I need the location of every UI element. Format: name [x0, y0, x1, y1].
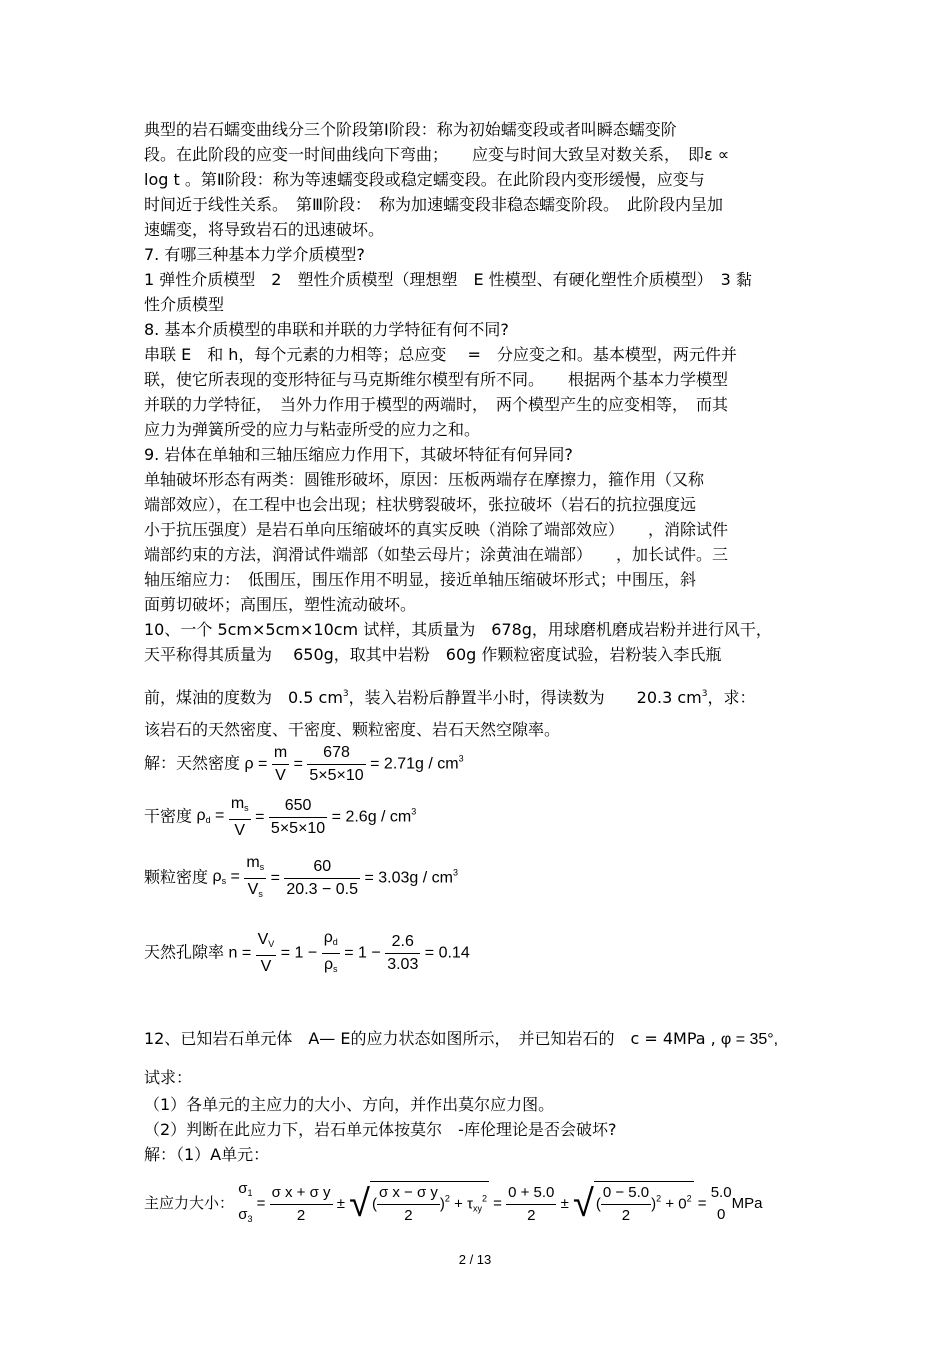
- text-line: 串联 E 和 h，每个元素的力相等；总应变 = 分应变之和。基本模型，两元件并: [144, 345, 737, 364]
- radical-icon: √: [572, 1183, 594, 1225]
- formula-lhs: n =: [228, 944, 252, 962]
- symbol: + 0: [665, 1195, 687, 1213]
- radical-icon: √: [349, 1183, 370, 1225]
- subscript: s: [258, 889, 263, 899]
- symbol: V: [247, 881, 259, 898]
- fraction: [229, 793, 251, 842]
- text-line: 速蠕变，将导致岩石的迅速破坏。: [144, 220, 385, 239]
- superscript: 3: [701, 689, 708, 699]
- question-heading: 9. 岩体在单轴和三轴压缩应力作用下，其破坏特征有何异同?: [144, 445, 573, 464]
- subscript: s: [244, 803, 249, 813]
- formula-label: 干密度: [144, 808, 193, 826]
- text-line: 1 弹性介质模型 2 塑性介质模型（理想塑 E 性模型、有硬化塑性介质模型） 3 黏: [144, 270, 752, 289]
- symbol: m: [230, 795, 245, 812]
- superscript: 2: [686, 1193, 692, 1204]
- text-segment: ，装入岩粉后静置半小时，得读数为 20.3 cm: [348, 688, 702, 707]
- text-line: 典型的岩石蠕变曲线分三个阶段第Ⅰ阶段：称为初始蠕变段或者叫瞬态蠕变阶: [144, 120, 677, 139]
- text-segment: ，求：: [707, 688, 756, 707]
- symbol: ρ: [323, 956, 334, 973]
- superscript: 3: [342, 689, 349, 699]
- text-segment: 12、已知岩石单元体 A— E的应力状态如图所示， 并已知岩石的 c = 4MPa ,: [144, 1029, 716, 1048]
- result-value: 0: [716, 1206, 726, 1223]
- symbol: V: [257, 931, 269, 948]
- numerator: 60: [284, 856, 360, 879]
- subscript: s: [259, 862, 265, 872]
- text-line: 时间近于线性关系。 第Ⅲ阶段： 称为加速蠕变段非稳态蠕变阶段。 此阶段内呈加: [144, 195, 724, 214]
- text-line: （2）判断在此应力下，岩石单元体按莫尔 -库伦理论是否会破坏?: [144, 1120, 617, 1139]
- formula-result: = 3.03g / cm: [364, 869, 453, 887]
- friction-angle: φ = 35°,: [720, 1031, 779, 1048]
- text-line: log t 。第Ⅱ阶段：称为等速蠕变段或稳定蠕变段。在此阶段内变形缓慢，应变与: [144, 170, 705, 189]
- numerator: 0 − 5.0: [601, 1182, 651, 1205]
- text-line: 该岩石的天然密度、干密度、颗粒密度、岩石天然空隙率。: [144, 720, 561, 739]
- formula-dry-density: [144, 793, 416, 842]
- equals: =: [493, 1195, 502, 1212]
- radicand: ( $\frac{\text{σ x − σ y}}{2}$ )$^2 + \tau_{xy}^2$: [370, 1181, 489, 1227]
- subscript: xy: [472, 1203, 482, 1214]
- text-line: （1）各单元的主应力的大小、方向，并作出莫尔应力图。: [144, 1095, 555, 1114]
- denominator: 2: [404, 1207, 413, 1224]
- fraction: [270, 1182, 333, 1227]
- denominator: V: [260, 958, 272, 975]
- operator: = 1 −: [280, 944, 318, 962]
- formula-result: = 2.6g / cm: [331, 808, 412, 826]
- fraction: [322, 927, 340, 980]
- text-segment: 前，煤油的度数为 0.5 cm: [144, 688, 343, 707]
- formula-label: 主应力大小：: [144, 1195, 235, 1212]
- symbol: ρ: [212, 867, 222, 885]
- symbol: σ: [238, 1206, 248, 1223]
- denominator: 5×5×10: [270, 820, 326, 837]
- formula-lhs: $\rho_s$ =: [212, 867, 240, 886]
- numerator: [229, 793, 251, 820]
- fraction: [256, 929, 277, 978]
- equals: =: [255, 808, 265, 826]
- subscript: d: [205, 814, 211, 825]
- subscript: V: [268, 939, 275, 949]
- fraction: [272, 742, 289, 787]
- text-line: 应力为弹簧所受的应力与粘壶所受的应力之和。: [144, 420, 481, 439]
- question-heading: 8. 基本介质模型的串联和并联的力学特征有何不同?: [144, 320, 509, 339]
- numerator: [244, 852, 266, 879]
- formula-label: 解：天然密度: [144, 755, 241, 773]
- superscript: 2: [481, 1193, 487, 1204]
- denominator: V: [234, 822, 246, 839]
- text-line: 段。在此阶段的应变一时间曲线向下弯曲； 应变与时间大致呈对数关系， 即ε ∝: [144, 145, 730, 164]
- unit: MPa: [731, 1195, 763, 1212]
- superscript: 3: [452, 867, 458, 878]
- radicand: ( $\frac{0 - 5.0}{2}$ )$^2 + 0^2$: [594, 1181, 694, 1227]
- text-line: 端部效应），在工程中也会出现；柱状劈裂破坏，张拉破坏（岩石的抗拉强度远: [144, 495, 697, 514]
- text-line: 解：（1）A单元：: [144, 1145, 270, 1164]
- denominator: 2: [621, 1207, 631, 1224]
- question-heading: 10、一个 5cm×5cm×10cm 试样，其质量为 678g，用球磨机磨成岩粉并进行风干，: [144, 620, 772, 639]
- numerator: m: [272, 742, 289, 765]
- fraction: [269, 795, 327, 840]
- denominator: 20.3 − 0.5: [286, 881, 359, 898]
- denominator: 2: [296, 1206, 306, 1224]
- text-line: [144, 682, 756, 710]
- formula-result: = 2.71g / cm: [370, 755, 459, 773]
- question-heading: [144, 1027, 778, 1052]
- numerator: 650: [269, 795, 327, 818]
- denominator: [322, 954, 340, 980]
- formula-natural-density: [144, 742, 464, 787]
- subscript: 3: [247, 1214, 253, 1224]
- page-number: 2 / 13: [458, 1252, 492, 1267]
- subscript: s: [221, 875, 227, 886]
- equals: =: [270, 869, 280, 887]
- text-line: 轴压缩应力： 低围压，围压作用不明显，接近单轴压缩破坏形式；中围压，斜: [144, 570, 697, 589]
- numerator: σ x + σ y: [270, 1182, 333, 1205]
- symbol: σ: [238, 1180, 248, 1197]
- formula-lhs: ρ =: [244, 755, 268, 773]
- symbol: ρ: [323, 929, 333, 946]
- formula-lhs: $\rho_d$ =: [196, 806, 225, 825]
- text-line: 天平称得其质量为 650g，取其中岩粉 60g 作颗粒密度试验，岩粉装入李氏瓶: [144, 645, 722, 664]
- denominator: [244, 879, 266, 905]
- result-value: 5.0: [710, 1184, 732, 1201]
- result-pair: [711, 1182, 732, 1226]
- question-heading: 7. 有哪三种基本力学介质模型?: [144, 245, 365, 264]
- subscript: s: [333, 964, 338, 974]
- formula-particle-density: [144, 852, 458, 905]
- superscript: 3: [458, 753, 464, 764]
- text-line: 联，使它所表现的变形特征与马克斯维尔模型有所不同。 根据两个基本力学模型: [144, 370, 729, 389]
- denominator: 5×5×10: [309, 767, 364, 784]
- text-line: 性介质模型: [144, 295, 225, 314]
- denominator: 2: [527, 1206, 536, 1224]
- fraction: [506, 1182, 556, 1227]
- fraction: [601, 1182, 651, 1227]
- text-line: 试求：: [144, 1068, 193, 1087]
- numerator: 2.6: [385, 931, 420, 954]
- operator: = 1 −: [344, 944, 381, 962]
- subscript: d: [332, 937, 338, 947]
- symbol: + τ: [454, 1195, 473, 1213]
- numerator: [256, 929, 277, 956]
- formula-principal-stress: [144, 1178, 762, 1230]
- text-line: 并联的力学特征， 当外力作用于模型的两端时， 两个模型产生的应变相等， 而其: [144, 395, 729, 414]
- text-line: 面剪切破坏；高围压，塑性流动破坏。: [144, 595, 417, 614]
- fraction: [385, 931, 420, 976]
- denominator: 3.03: [387, 956, 419, 973]
- superscript: 2: [444, 1193, 450, 1204]
- superscript: 2: [656, 1193, 662, 1204]
- fraction: [377, 1182, 440, 1227]
- fraction: [284, 856, 360, 901]
- text-line: 端部约束的方法，润滑试件端部（如垫云母片；涂黄油在端部） ，加长试件。三: [144, 545, 729, 564]
- fraction: [244, 852, 266, 905]
- subscript: 1: [247, 1188, 253, 1198]
- equals: =: [256, 1195, 266, 1212]
- numerator: 678: [307, 742, 365, 765]
- text-line: 小于抗压强度）是岩石单向压缩破坏的真实反映（消除了端部效应） ，消除试件: [144, 520, 729, 539]
- plus-minus: ±: [336, 1195, 345, 1212]
- superscript: 3: [411, 806, 417, 817]
- denominator: V: [275, 767, 286, 784]
- text-line: 单轴破坏形态有两类：圆锥形破坏，原因：压板两端存在摩擦力，箍作用（又称: [144, 470, 705, 489]
- equals: =: [697, 1195, 707, 1212]
- numerator: [322, 927, 340, 954]
- plus-minus: ±: [560, 1195, 569, 1212]
- formula-result: = 0.14: [424, 944, 470, 962]
- formula-porosity: [144, 927, 470, 980]
- sigma-pair: [238, 1178, 252, 1230]
- numerator: 0 + 5.0: [506, 1182, 556, 1205]
- symbol: m: [246, 854, 260, 871]
- formula-label: 天然孔隙率: [144, 944, 225, 962]
- numerator: σ x − σ y: [377, 1182, 440, 1205]
- sigma-3: [238, 1204, 252, 1230]
- formula-label: 颗粒密度: [144, 869, 209, 887]
- fraction: [307, 742, 365, 787]
- sigma-1: [238, 1178, 252, 1204]
- equals: =: [293, 755, 303, 773]
- symbol: ρ: [196, 806, 206, 824]
